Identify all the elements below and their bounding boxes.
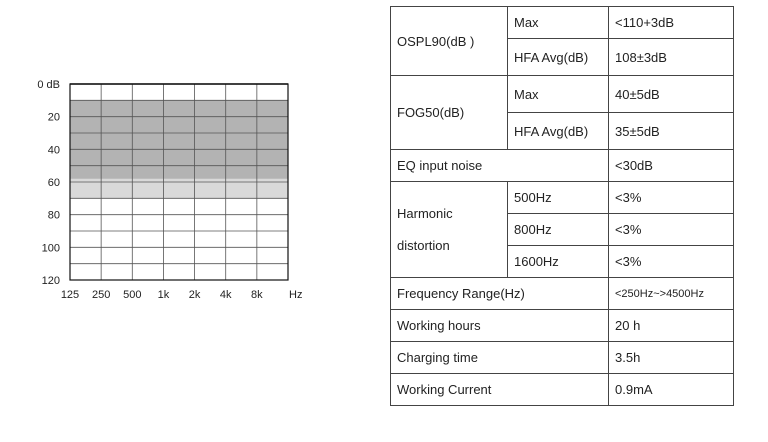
- spec-value: <3%: [609, 182, 734, 214]
- spec-name-line: distortion: [397, 237, 450, 253]
- spec-value: <110+3dB: [609, 7, 734, 39]
- y-tick-label: 20: [47, 111, 60, 124]
- y-axis-labels: [37, 79, 60, 287]
- spec-row-working-current: [391, 374, 734, 406]
- spec-value: 20 h: [609, 310, 734, 342]
- audiogram-chart: [30, 76, 310, 312]
- spec-sub-label: 1600Hz: [508, 246, 609, 278]
- spec-name: OSPL90(dB ): [391, 7, 508, 76]
- spec-value: 108±3dB: [609, 39, 734, 76]
- y-tick-label: 60: [47, 177, 60, 189]
- y-tick-label: 40: [47, 144, 60, 157]
- y-tick-label: 100: [41, 242, 60, 255]
- spec-row-working-hours: [391, 310, 734, 342]
- spec-name: FOG50(dB): [391, 76, 508, 150]
- spec-value: <3%: [609, 246, 734, 278]
- y-tick-label: 120: [41, 275, 60, 287]
- y-tick-label: 80: [47, 209, 60, 222]
- spec-row-eq-noise: [391, 150, 734, 182]
- x-tick-label: 125: [60, 289, 80, 301]
- spec-name: Working Current: [391, 374, 609, 406]
- x-tick-label: 1k: [157, 289, 170, 301]
- spec-row-harmonic-500: [391, 182, 734, 214]
- spec-name: Charging time: [391, 342, 609, 374]
- spec-row-ospl90: [391, 7, 734, 39]
- x-tick-label: 500: [123, 289, 142, 301]
- x-tick-label: 4k: [219, 289, 232, 301]
- x-tick-label: 2k: [188, 289, 201, 301]
- spec-value: <30dB: [609, 150, 734, 182]
- spec-name: Working hours: [391, 310, 609, 342]
- x-axis-unit: Hz: [289, 289, 303, 301]
- spec-value: 0.9mA: [609, 374, 734, 406]
- spec-sub-label: HFA Avg(dB): [508, 113, 609, 150]
- spec-sub-label: Max: [508, 76, 609, 113]
- spec-sub-label: Max: [508, 7, 609, 39]
- spec-row-charging-time: [391, 342, 734, 374]
- spec-name: EQ input noise: [391, 150, 609, 182]
- x-tick-label: 250: [91, 289, 111, 301]
- spec-table: [390, 6, 734, 406]
- y-tick-label: 0 dB: [37, 79, 60, 91]
- spec-name-line: Harmonic: [397, 205, 453, 221]
- spec-value: 3.5h: [609, 342, 734, 374]
- spec-sub-label: 800Hz: [508, 214, 609, 246]
- x-axis-labels: [61, 289, 303, 301]
- spec-name: Frequency Range(Hz): [391, 278, 609, 310]
- x-tick-label: 8k: [251, 289, 263, 301]
- spec-name: [391, 182, 508, 278]
- spec-sub-label: 500Hz: [508, 182, 609, 214]
- spec-value: <3%: [609, 214, 734, 246]
- spec-row-frequency-range: [391, 278, 734, 310]
- spec-sub-label: HFA Avg(dB): [508, 39, 609, 76]
- spec-value: 40±5dB: [609, 76, 734, 113]
- spec-value: <250Hz~>4500Hz: [609, 278, 734, 310]
- spec-value: 35±5dB: [609, 113, 734, 150]
- spec-row-fog50: [391, 76, 734, 113]
